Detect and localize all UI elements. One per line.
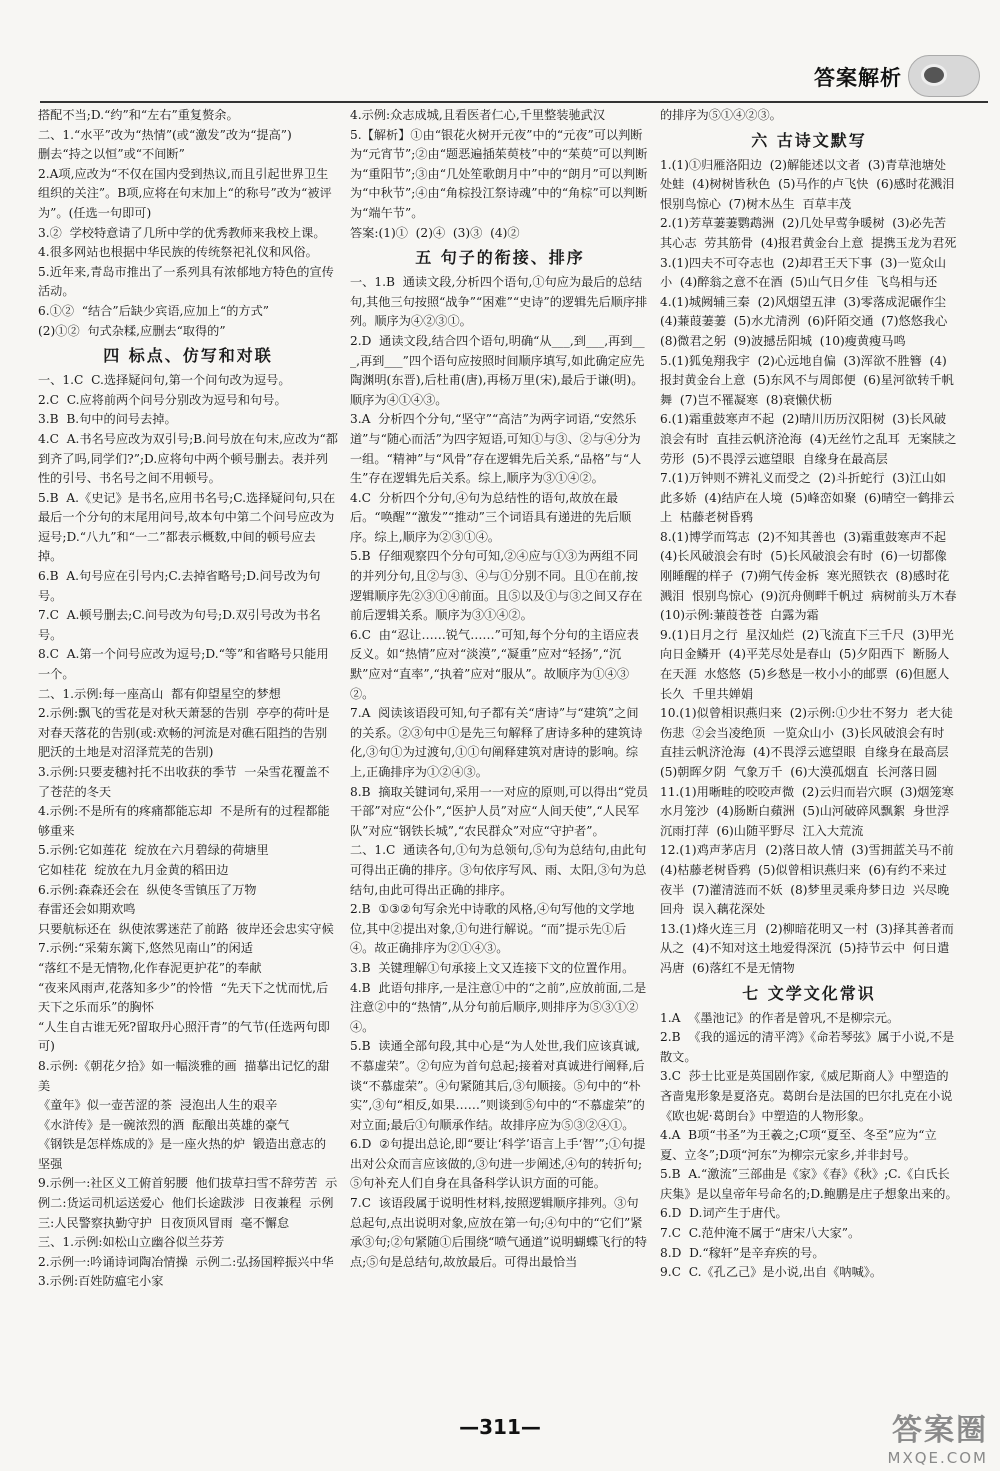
answer-item: 7.A 阅读该语段可知,句子都有关“唐诗”与“建筑”之间的关系。②③句中①是先三句解释了唐诗多种的建筑诗化,③句①为过渡句,①①句阐释建筑对唐诗的影响。综上,正确排序为①②④③。 bbox=[350, 706, 643, 779]
answer-item: 4.A B项“书圣”为王羲之;C项“夏至、冬至”应为“立夏、立冬”;D项“河东”为柳宗元家乡,并非封号。 bbox=[660, 1128, 937, 1162]
answer-item: 2.B ①③②句写余光中诗歌的风格,④句写他的文学地位,其中②提出对象,①句进行解说。“而”提示先①后④。故正确排序为②①④③。 bbox=[350, 902, 635, 956]
answer-item: 1.(1)①归雁洛阳边 (2)解能述以文者 (3)青草池塘处处蛙 (4)树树皆秋色 (5)马作的卢飞快 (6)感时花溅泪 恨别鸟惊心 (7)树木丛生 百草丰茂 bbox=[660, 157, 963, 211]
answer-item: 2.A项,应改为“不仅在国内受到热议,而且引起世界卫生组织的关注”。B项,应将在句末加上“的称号”改为“被评为”。(任选一句即可) bbox=[38, 166, 332, 220]
header-title: 答案解析 bbox=[814, 66, 902, 90]
answer-item: 3.示例:百姓防瘟宅小家 bbox=[38, 1274, 164, 1289]
page-header bbox=[0, 0, 1000, 112]
section-title: 七 文学文化常识 bbox=[742, 983, 876, 1003]
answer-item: 4.示例:不是所有的疼痛都能忘却 不是所有的过程都能够重来 bbox=[38, 804, 330, 838]
answer-item: 的排序为⑤①④②③。 bbox=[660, 108, 782, 122]
watermark-text: 答案圈 bbox=[892, 1413, 988, 1448]
answer-item: 2.D 通读文段,结合四个语句,明确“从___,到___,再到___,再到___”四个语句应按照时间顺序填写,如此确定应先陶渊明(东晋),后杜甫(唐),再杨万里(宋),最后于谦(明)。顺序为④①④③。 bbox=[350, 333, 645, 407]
answer-item: 6.B A.句号应在引号内;C.去掉省略号;D.问号改为句号。 bbox=[38, 569, 321, 603]
answer-item: 9.(1)日月之行 星汉灿烂 (2)飞流直下三千尺 (3)甲光向日金鳞开 (4)平芜尽处是春山 (5)夕阳西下 断肠人在天涯 水悠悠 (5)乡愁是一枚小小的邮票 (6)但愿人长久 千里共婵娟 bbox=[660, 627, 954, 701]
answer-item: 7.C C.范仲淹不属于“唐宋八大家”。 bbox=[660, 1226, 861, 1241]
answer-item: 8.C A.第一个问号应改为逗号;D.“等”和省略号只能用一个。 bbox=[38, 647, 329, 682]
answer-item: 2.(1)芳草萋萋鹦鹉洲 (2)几处早莺争暖树 (3)必先苦其心志 劳其筋骨 (4)报君黄金台上意 提携玉龙为君死 bbox=[660, 216, 957, 250]
answer-item: 4.(1)城阙辅三秦 (2)风烟望五津 (3)零落成泥碾作尘 (4)蒹葭萋萋 (5)水尤清洌 (6)阡陌交通 (7)悠悠我心 (8)微君之躬 (9)波撼岳阳城 (10)瘦黄瘦马鸣 bbox=[660, 294, 956, 348]
answer-item: 4.B 此语句排序,一是注意①中的“之前”,应放前面,二是注意②中的“热情”,从分句前后顺序,则排序为⑤③①②④。 bbox=[350, 980, 647, 1034]
answer-item: 4.很多网站也根据中华民族的传统祭祀礼仪和风俗。 bbox=[38, 245, 318, 260]
answer-item: 3.A 分析四个分句,“坚守”“高洁”为两字词语,“安然乐道”与“随心而活”为四字短语,可知①与③、②与④分为一组。“精神”与“风骨”存在逻辑先后关系,“品格”与“人生”存在逻辑先后关系。综上,顺序为③①④②。 bbox=[350, 412, 642, 486]
answer-item: 8.B 摘取关键词句,采用一一对应的原则,可以得出“党员干部”对应“公仆”,“医护人员”对应“人间天使”,“人民军队”对应“钢铁长城”,“农民群众”对应“守护者”。 bbox=[350, 784, 649, 838]
watermark-url: MXQE.COM bbox=[887, 1449, 988, 1467]
watermark-logo bbox=[788, 1405, 988, 1467]
answer-item: 5.示例:它如莲花 绽放在六月碧绿的荷塘里 它如桂花 绽放在九月金黄的稻田边 bbox=[38, 843, 269, 877]
answer-item: 6.C 由“忍让……锐气……”可知,每个分句的主语应表反义。如“热情”应对“淡漠”,“凝重”应对“轻扬”,“沉默”应对“直率”,“执着”应对“服从”。故顺序为①④③②。 bbox=[350, 627, 639, 701]
answer-item: 3.(1)四夫不可夺志也 (2)却君王天下事 (3)一览众山小 (4)醉翁之意不在酒 (5)山气日夕佳 飞鸟相与还 bbox=[660, 255, 947, 290]
answer-item: 5.B A.“激流”三部曲是《家》《春》《秋》;C.《白氏长庆集》是以皇帝年号命名的;D.鲍鹏是庄子想象出来的。 bbox=[660, 1167, 958, 1201]
answer-item: 4.C 分析四个分句,④句为总结性的语句,故放在最后。“唤醒”“激发”“推动”三个词语具有递进的先后顺序。综上,顺序为②③①④。 bbox=[350, 490, 632, 544]
answer-item: 4.C A.书名号应改为双引号;B.问号放在句末,应改为“都到齐了吗,同学们?”;D.应将句中两个顿号删去。表并列性的引号、书名号之间不用顿号。 bbox=[38, 431, 338, 486]
answer-item: 9.C C.《孔乙己》是小说,出自《呐喊》。 bbox=[660, 1265, 883, 1280]
answer-item: 1.A 《墨池记》的作者是曾巩,不是柳宗元。 bbox=[660, 1010, 900, 1025]
section-title: 六 古诗文默写 bbox=[751, 130, 867, 150]
answer-item: 6.D ②句提出总论,即“要让‘科学’语言上手‘智’”;①句提出对公众而言应该做的,③句进一步阐述,④句的转折句;⑤句补充人们自身在具备科学认识方面的可能。 bbox=[350, 1137, 646, 1191]
answer-item: 3.示例:只要麦穗衬托不出收获的季节 一朵雪花覆盖不了苍茫的冬天 bbox=[38, 765, 330, 799]
answer-item: 8.D D.“稼轩”是辛弃疾的号。 bbox=[660, 1245, 825, 1260]
answer-item: 5.B 读通全部句段,其中心是“为人处世,我们应该真诚,不慕虚荣”。②句应为首句总起;接着对真诚进行阐释,后谈“不慕虚荣”。④句紧随其后,③句顺接。⑤句中的“朴实”,③句“相反,如果……”则谈到⑤句中的“不慕虚荣”的对立面;最后①句顺承作结。故排序应为⑤③②④①。 bbox=[350, 1039, 645, 1132]
answer-item: 3.② 学校特意请了几所中学的优秀教师来我校上课。 bbox=[38, 225, 326, 240]
column-right bbox=[660, 106, 965, 1283]
answer-item: 2.C C.应将前两个问号分别改为逗号和句号。 bbox=[38, 392, 287, 407]
answer-item: 二、1.“水平”改为“热情”(或“激发”改为“提高”) 删去“持之以恒”或“不间断” bbox=[38, 127, 292, 162]
column-middle bbox=[350, 106, 650, 1272]
answer-item: 7.示例:“采菊东篱下,悠然见南山”的闲适 “落红不是无情物,化作春泥更护花”的奉献 “夜来风雨声,花落知多少”的怜惜 “先天下之忧而忧,后天下之乐而乐”的胸怀 “人生自古谁无死?留取丹心照汗青”的气节(任选两句即可) bbox=[38, 941, 330, 1054]
answer-item: 二、1.C 通读各句,①句为总领句,⑤句为总结句,由此句可得出正确的排序。③句依序写风、雨、太阳,③句为总结句,由此可得出正确的排序。 bbox=[350, 843, 647, 897]
answer-item: 6.①② “结合”后缺少宾语,应加上“的方式” (2)①② 句式杂糅,应删去“取得的” bbox=[38, 303, 269, 338]
answer-item: 一、1.B 通读文段,分析四个语句,①句应为最后的总结句,其他三句按照“战争”“困难”“史诗”的逻辑先后顺序排列。顺序为④②③①。 bbox=[350, 275, 648, 329]
answer-item: 8.(1)博学而笃志 (2)不知其善也 (3)霜重鼓寒声不起 (4)长风破浪会有时 (5)长风破浪会有时 (6)一切都像刚睡醒的样子 (7)朔气传金柝 寒光照铁衣 (8)感时花溅泪 恨别鸟惊心 (9)沉舟侧畔千帆过 病树前头万木春 (10)示例:蒹葭苍苍 白露为霜 bbox=[660, 529, 965, 623]
answer-item: 10.(1)似曾相识燕归来 (2)示例:①少壮不努力 老大徒伤悲 ②会当凌绝顶 一览众山小 (3)长风破浪会有时 直挂云帆济沧海 (4)不畏浮云遮望眼 自缘身在最高层 (5)朝晖夕阴 气象万千 (6)大漠孤烟直 长河落日圆 bbox=[660, 706, 957, 779]
answer-item: 3.C 莎士比亚是英国剧作家,《威尼斯商人》中塑造的吝啬鬼形象是夏洛克。葛朗台是法国的巴尔扎克在小说《欧也妮·葛朗台》中塑造的人物形象。 bbox=[660, 1069, 953, 1123]
header-logo-icon bbox=[908, 55, 980, 97]
answer-item: 5.【解析】①由“银花火树开元夜”中的“元夜”可以判断为“元宵节”;②由“题恶遍插茱萸枝”中的“茱萸”可以判断为“重阳节”;③由“几处笙歌朗月中”中的“朗月”可以判断为“中秋节”;④由“角棕投江祭诗魂”中的“角棕”可以判断为“端午节”。 答案:(1)① (2)④ (3)③ (4)② bbox=[350, 127, 648, 240]
answer-item: 9.示例一:社区义工俯首躬腰 他们拔草扫雪不辞劳苦 示例二:货运司机运送爱心 他们长途跋涉 日夜兼程 示例三:人民警察执勤守护 日夜顶风冒雨 毫不懈怠 三、1.示例:如松山立幽谷似兰芬芳 bbox=[38, 1176, 338, 1250]
answer-item: 3.B 关键理解①句承接上文又连接下文的位置作用。 bbox=[350, 960, 635, 975]
answer-item: 5.近年来,青岛市推出了一系列具有浓郁地方特色的宣传活动。 bbox=[38, 264, 334, 299]
answer-item: 7.C A.顿号删去;C.问号改为句号;D.双引号改为书名号。 bbox=[38, 608, 321, 642]
answer-item: 8.示例:《朝花夕拾》如一幅淡雅的画 描摹出记忆的甜美 《童年》似一壶苦涩的茶 浸泡出人生的艰辛 《水浒传》是一碗浓烈的酒 酝酿出英雄的豪气 《钢铁是怎样炼成的》是一座火热的炉 锻造出意志的坚强 bbox=[38, 1058, 330, 1171]
answer-item: 2.示例一:吟诵诗词陶冶情操 示例二:弘扬国粹振兴中华 bbox=[38, 1254, 334, 1269]
answer-item: 6.(1)霜重鼓寒声不起 (2)晴川历历汉阳树 (3)长风破浪会有时 直挂云帆济沧海 (4)无丝竹之乱耳 无案牍之劳形 (5)不畏浮云遮望眼 自缘身在最高层 bbox=[660, 412, 957, 466]
answer-item: 5.B 仔细观察四个分句可知,②④应与①③为两组不同的并列分句,且②与③、④与①分别不同。且①在前,按逻辑顺序先②③①④前面。且⑤以及①与③之间又存在前后逻辑关系。顺序为③①④②。 bbox=[350, 549, 643, 623]
answer-item: 13.(1)烽火连三月 (2)柳暗花明又一村 (3)择其善者而从之 (4)不知对这土地爱得深沉 (5)持节云中 何日遣冯唐 (6)落红不是无情物 bbox=[660, 921, 954, 975]
answer-item: 4.示例:众志成城,且看医者仁心,千里整装驰武汉 bbox=[350, 108, 606, 122]
section-title: 五 句子的衔接、排序 bbox=[415, 248, 585, 268]
answer-item: 12.(1)鸡声茅店月 (2)落日故人情 (3)雪拥蓝关马不前 (4)枯藤老树昏鸦 (5)似曾相识燕归来 (6)有约不来过夜半 (7)灌清涟而不妖 (8)梦里灵乘舟梦日边 兴尽晚回舟 误入藕花深处 bbox=[660, 843, 962, 917]
answer-item: 搭配不当;D.“约”和“左右”重复赘余。 bbox=[38, 108, 239, 122]
answer-item: 二、1.示例:每一座高山 都有仰望星空的梦想 bbox=[38, 686, 281, 701]
section-title: 四 标点、仿写和对联 bbox=[103, 346, 273, 366]
page-number: —311— bbox=[459, 1415, 541, 1439]
column-left bbox=[38, 106, 338, 1292]
answer-item: 7.C 该语段属于说明性材料,按照逻辑顺序排列。③句总起句,点出说明对象,应放在第一句;④句中的“它们”紧承③句;②句紧随①后围绕“喷气通道”说明蝴蝶飞行的特点;⑤句是总结句,故放最后。可得出最恰当 bbox=[350, 1196, 647, 1269]
header-rule bbox=[40, 101, 988, 103]
answer-item: 3.B B.句中的问号去掉。 bbox=[38, 412, 177, 427]
answer-item: 6.D D.词产生于唐代。 bbox=[660, 1206, 788, 1221]
answer-item: 6.示例:森森还会在 纵使冬雪镇压了万物 春雷还会如期欢鸣 只要航标还在 纵使浓雾迷茫了前路 彼岸还会忠实守候 bbox=[38, 882, 334, 936]
answer-item: 11.(1)用晰畦的咬咬声微 (2)云归而岩穴暝 (3)烟笼寒水月笼沙 (4)肠断白蘋洲 (5)山河破碎风飘絮 身世浮沉雨打萍 (6)山随平野尽 江入大荒流 bbox=[660, 784, 954, 838]
answer-item: 2.示例:飘飞的雪花是对秋天萧瑟的告别 亭亭的荷叶是对春天落花的告别(或:欢畅的河流是对礁石阻挡的告别 肥沃的土地是对沼泽荒芜的告别) bbox=[38, 706, 335, 760]
answer-item: 一、1.C C.选择疑问句,第一个问句改为逗号。 bbox=[38, 373, 291, 388]
answer-item: 5.(1)狐兔翔我宇 (2)心远地自偏 (3)浑欲不胜簪 (4)报封黄金台上意 (5)东风不与周郎便 (6)星河欲转千帆舞 (7)岂不罹凝寒 (8)衰懒伏枥 bbox=[660, 353, 954, 407]
answer-item: 5.B A.《史记》是书名,应用书名号;C.选择疑问句,只在最后一个分句的末尾用问号,故本句中第二个问号应改为逗号;D.“八九”和“一二”都表示概数,中间的顿号应去掉。 bbox=[38, 490, 336, 564]
answer-item: 2.B 《我的遥远的清平湾》《命若琴弦》属于小说,不是散文。 bbox=[660, 1030, 955, 1064]
answer-item: 7.(1)万钟则不辨礼义而受之 (2)斗折蛇行 (3)江山如此多娇 (4)结庐在人境 (5)峰峦如聚 (6)晴空一鹤排云上 枯藤老树昏鸦 bbox=[660, 471, 955, 525]
